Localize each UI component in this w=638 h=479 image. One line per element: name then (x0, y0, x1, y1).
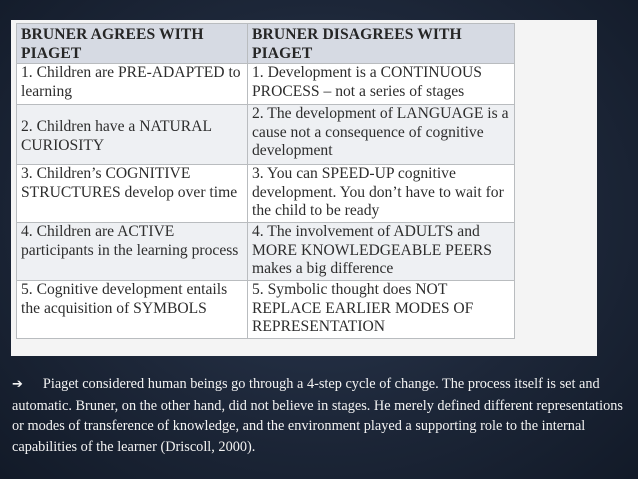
disagrees-cell: 4. The involvement of ADULTS and MORE KNOWLEDGEABLE PEERS makes a big difference (248, 223, 515, 281)
table-header-row (17, 24, 515, 64)
comparison-panel (11, 20, 597, 356)
table-row (17, 105, 515, 165)
table-row (17, 281, 515, 339)
agrees-cell: 4. Children are ACTIVE participants in the learning process (17, 223, 248, 281)
agrees-cell: 1. Children are PRE-ADAPTED to learning (17, 64, 248, 105)
table-row (17, 223, 515, 281)
disagrees-cell: 5. Symbolic thought does NOT REPLACE EARLIER MODES OF REPRESENTATION (248, 281, 515, 339)
table-row (17, 165, 515, 223)
disagrees-column-header: BRUNER DISAGREES WITH PIAGET (248, 24, 515, 64)
arrow-right-icon: ➔ (12, 377, 23, 392)
disagrees-cell: 2. The development of LANGUAGE is a cause not a consequence of cognitive development (248, 105, 515, 165)
disagrees-cell: 3. You can SPEED-UP cognitive development. You don’t have to wait for the child to be ready (248, 165, 515, 223)
table-row (17, 64, 515, 105)
agrees-column-header: BRUNER AGREES WITH PIAGET (17, 24, 248, 64)
disagrees-cell: 1. Development is a CONTINUOUS PROCESS – not a series of stages (248, 64, 515, 105)
agrees-cell: 2. Children have a NATURAL CURIOSITY (17, 105, 248, 165)
summary-paragraph (12, 374, 630, 457)
agrees-cell: 3. Children’s COGNITIVE STRUCTURES develop over time (17, 165, 248, 223)
comparison-table (16, 23, 515, 339)
agrees-cell: 5. Cognitive development entails the acquisition of SYMBOLS (17, 281, 248, 339)
summary-text: Piaget considered human beings go through a 4-step cycle of change. The process itself is set and automatic. Bruner, on the other hand, did not believe in stages. He merely defined different representations or modes of transference of knowledge, and the environment played a supporting role to the internal capabilities of the learner (Driscoll, 2000). (12, 376, 623, 455)
